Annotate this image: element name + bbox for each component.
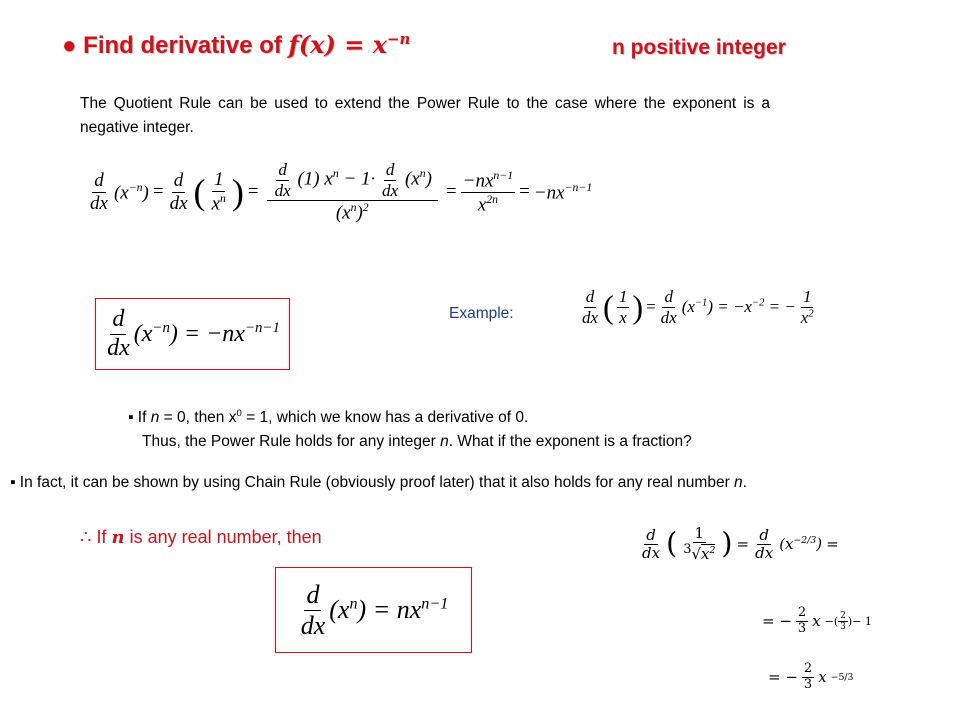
fraction-exponent-line-3: = − $\frac{2}{3}$ x −5/3 — [768, 661, 854, 692]
equals-sign: = — [152, 181, 164, 203]
title-prefix: ● Find derivative of — [62, 32, 289, 59]
equals-sign: = — [247, 181, 259, 203]
quotient-rule-fraction: $\frac{d}{dx}$ (1) $x^n - 1\cdot$ $\frac{d}{dx}$ $(x^n)$ $(x^n)^2$ — [267, 160, 438, 224]
equals-sign: = — [519, 181, 530, 203]
title-exponent: −n — [387, 30, 411, 48]
derivative-operator: $\frac{d}{dx}$ — [90, 169, 108, 214]
example-label: Example: — [449, 305, 514, 322]
quotient-derivation: $\frac{d}{dx}$ $(x^{-n})$ = $\frac{d}{dx}$ ( $\frac{1}{x^n}$ ) = $\frac{d}{dx}$ (1) $x^n - 1\cdot$ $\frac{d}{dx}$ $(x^n)$ $(x^n)^2$ = $\frac{-nx^{n-1}}{x^{2n}}$ = $-nx^{-n-1}$ — [90, 160, 593, 224]
general-power-rule-box: $\frac{d}{dx}$ $(x^n) = nx^{n-1}$ — [275, 567, 472, 653]
derivative-operator: $\frac{d}{dx}$ — [169, 169, 188, 214]
simplified-fraction: $\frac{-nx^{n-1}}{x^{2n}}$ — [462, 168, 514, 216]
reciprocal-fraction: $\frac{1}{x^n}$ — [211, 169, 226, 215]
intro-paragraph: The Quotient Rule can be used to extend the Power Rule to the case where the exponent is a negative integer. — [80, 95, 770, 136]
equals-sign: = — [445, 181, 457, 203]
example-equation: $\frac{d}{dx}$ ( $\frac{1}{x}$ ) = $\frac{d}{dx}$ $(x^{-1}) = -x^{-2}$ = − $\frac{1}{x^2}$ — [582, 287, 814, 327]
bullet-zero-case-continued: Thus, the Power Rule holds for any integer n. What if the exponent is a fraction? — [142, 433, 692, 450]
slide-subtitle: n positive integer — [612, 36, 786, 59]
bullet-real-number: ▪ In fact, it can be shown by using Chain Rule (obviously proof later) that it also holds for any real number n. — [10, 474, 747, 491]
title-math: f(x) = x — [288, 30, 388, 59]
x-neg-n: $(x^{-n})$ — [113, 180, 149, 203]
rule-expression: $(x^{-n}) = -nx^{-n-1}$ — [133, 320, 280, 347]
therefore-statement: ∴ If n is any real number, then — [80, 527, 322, 548]
derivative-operator: $\frac{d}{dx}$ — [107, 305, 130, 361]
fraction-exponent-line-2: = − $\frac{2}{3}$ x −( $\frac{2}{3}$ ) − 1 — [762, 605, 872, 636]
bullet-zero-case: ▪ If n = 0, then $x^0 = 1$, which we know has a derivative of 0. — [128, 408, 529, 427]
negative-power-rule-box — [95, 298, 290, 370]
derivation-result: $-nx^{-n-1}$ — [533, 180, 593, 203]
fraction-exponent-line-1: $\frac{d}{dx}$ ( $\frac{1}{^3√x^2}$ ) = $\frac{d}{dx}$ $(x^{-2/3})$ = — [642, 524, 839, 564]
slide-title — [62, 30, 410, 60]
